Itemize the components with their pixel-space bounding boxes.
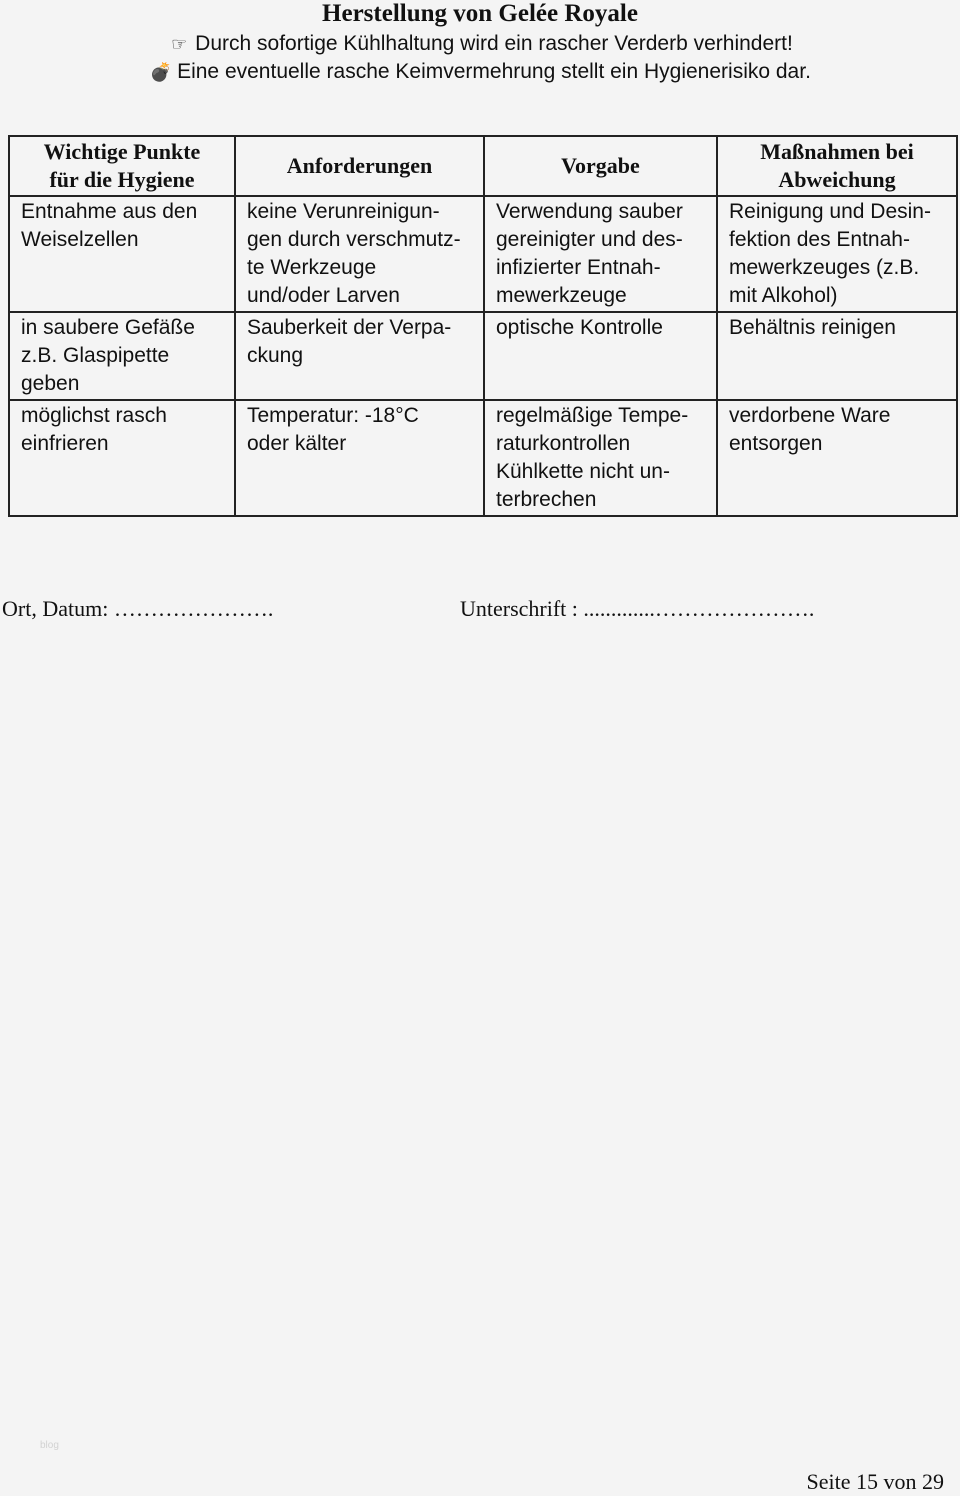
header-hygiene-points: Wichtige Punkte für die Hygiene [9,136,235,196]
place-date-field: Ort, Datum: …………………. [2,596,274,621]
header-requirements: Anforderungen [235,136,484,196]
table-cell: verdorbene Ware entsorgen [717,400,957,516]
table-cell: Reinigung und Desin- fektion des Entnah- mewerkzeuges (z.B. mit Alkohol) [717,196,957,312]
note-cooling [0,30,960,58]
table-cell: keine Verunreinigun- gen durch verschmutz- te Werkzeuge und/oder Larven [235,196,484,312]
table-cell: in saubere Gefäße z.B. Glaspipette geben [9,312,235,400]
table-row [9,400,957,516]
header-corrective-actions: Maßnahmen bei Abweichung [717,136,957,196]
table-cell: Behältnis reinigen [717,312,957,400]
table-cell: Entnahme aus den Weiselzellen [9,196,235,312]
watermark: blog [40,1440,59,1451]
bomb-icon: 💣 [149,62,173,82]
signature-field: Unterschrift : .............…………………. [460,596,815,621]
header-specification: Vorgabe [484,136,717,196]
page-number: Seite 15 von 29 [806,1469,944,1494]
table-row [9,312,957,400]
note-hygiene-risk-text: Eine eventuelle rasche Keimvermehrung stellt ein Hygienerisiko dar. [177,60,811,83]
note-hygiene-risk [0,58,960,86]
table-header-row [9,136,957,196]
pointing-hand-icon: ☞ [171,34,188,54]
table-cell: möglichst rasch einfrieren [9,400,235,516]
table-cell: optische Kontrolle [484,312,717,400]
table-row [9,196,957,312]
table-cell: Temperatur: -18°C oder kälter [235,400,484,516]
note-cooling-text: Durch sofortige Kühlhaltung wird ein rascher Verderb verhindert! [195,32,793,55]
document-title: Herstellung von Gelée Royale [322,0,638,27]
hygiene-table [8,135,958,517]
table-cell: regelmäßige Tempe- raturkontrollen Kühlkette nicht un- terbrechen [484,400,717,516]
table-cell: Verwendung sauber gereinigter und des- infizierter Entnah- mewerkzeuge [484,196,717,312]
table-cell: Sauberkeit der Verpa- ckung [235,312,484,400]
